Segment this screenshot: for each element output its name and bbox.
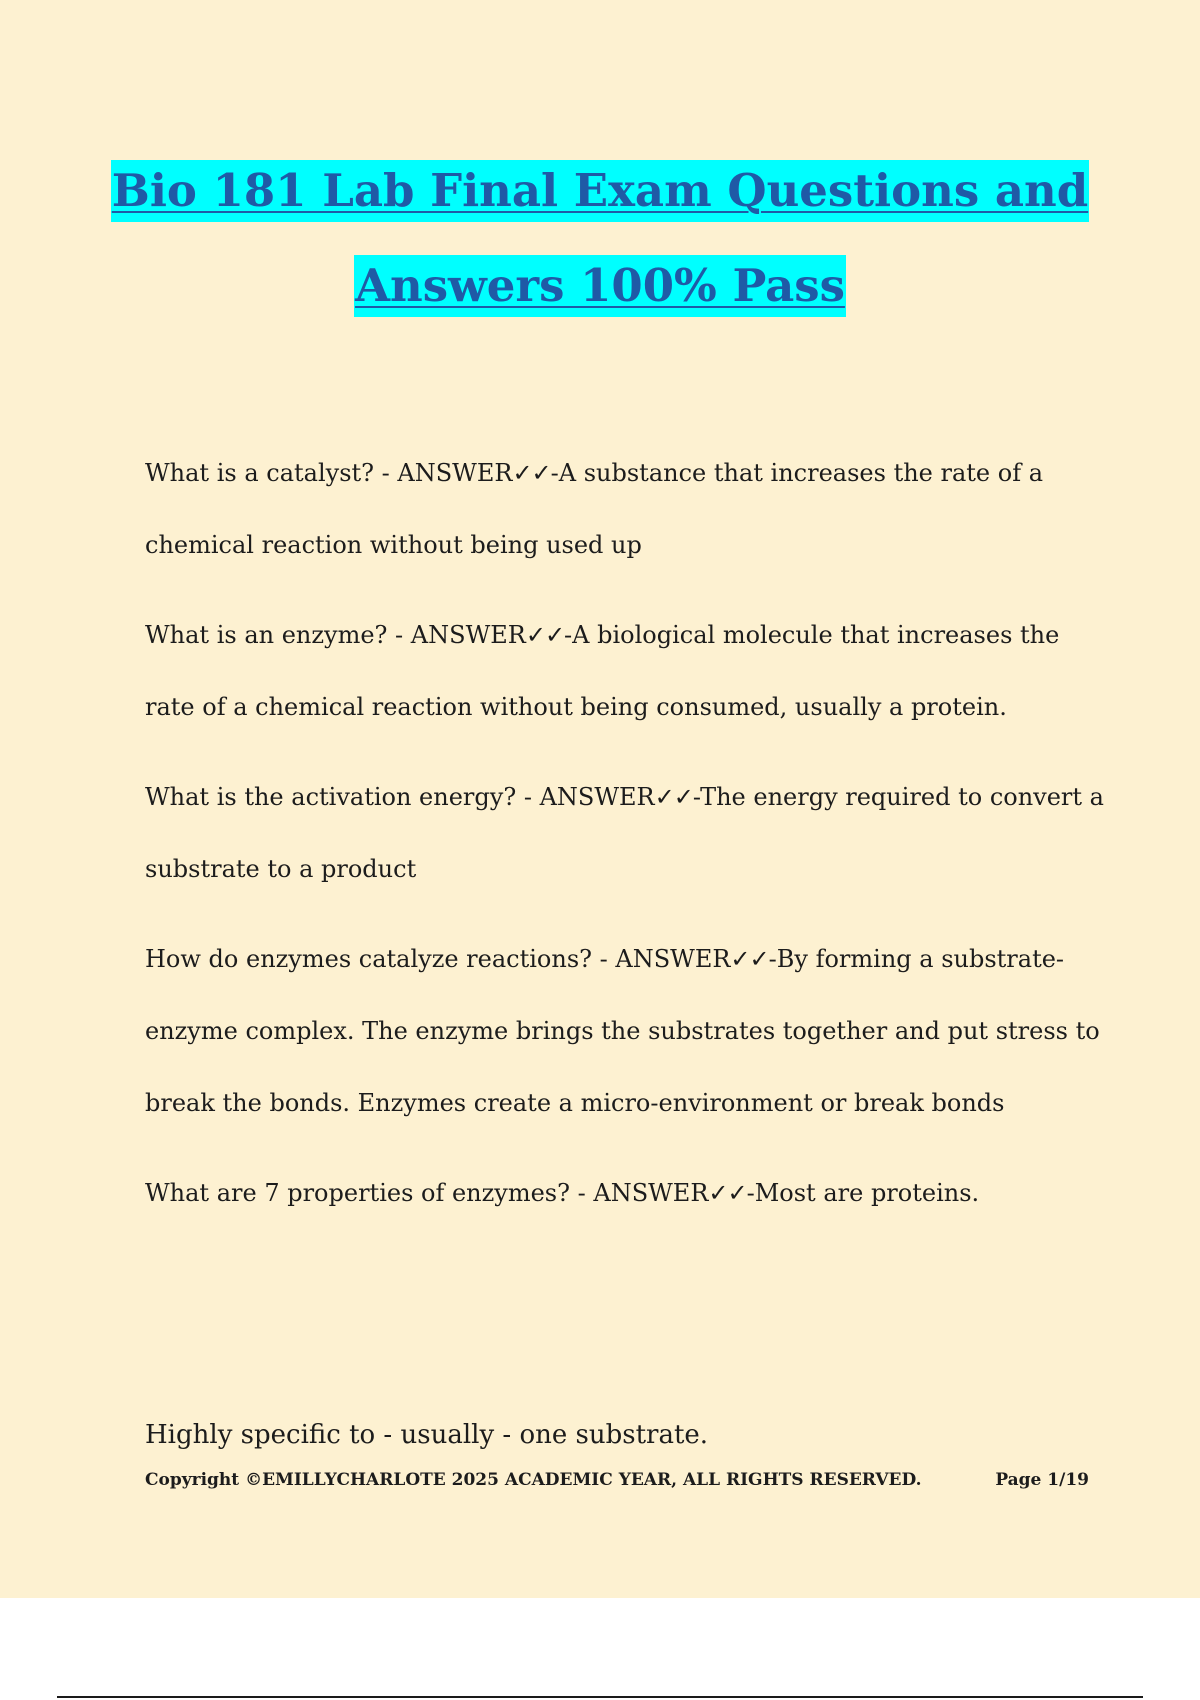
checkmark-icon: ✓✓ [654, 783, 693, 811]
qa-item-1 [145, 437, 1105, 581]
page-divider [57, 1696, 1143, 1698]
separator: - [569, 1179, 594, 1207]
answer-text: -The energy required to convert a substrate to a product [145, 783, 1104, 883]
separator: - [516, 783, 540, 811]
title-line-1: Bio 181 Lab Final Exam Questions and [111, 160, 1089, 222]
question-text: How do enzymes catalyze reactions? [145, 945, 593, 973]
answer-marker: ANSWER [593, 1179, 709, 1207]
answer-marker: ANSWER [615, 945, 731, 973]
qa-item-3 [145, 761, 1105, 905]
checkmark-icon: ✓✓ [708, 1179, 747, 1207]
checkmark-icon: ✓✓ [512, 459, 551, 487]
continuation-text: Highly specific to - usually - one substrate. [145, 1420, 709, 1450]
separator: - [374, 459, 398, 487]
qa-item-5 [145, 1157, 1105, 1229]
answer-text: -A biological molecule that increases the rate of a chemical reaction without being consumed, usually a protein. [145, 621, 1060, 721]
separator: - [592, 945, 616, 973]
separator: - [387, 621, 411, 649]
checkmark-icon: ✓✓ [730, 945, 769, 973]
answer-text: -Most are proteins. [746, 1179, 980, 1207]
question-text: What is an enzyme? [145, 621, 388, 649]
answer-text: -By forming a substrate-enzyme complex. The enzyme brings the substrates together and put stress to break the bonds. Enzymes create a micro-environment or break bonds [145, 945, 1100, 1117]
answer-marker: ANSWER [539, 783, 655, 811]
answer-marker: ANSWER [410, 621, 526, 649]
qa-item-2 [145, 599, 1105, 743]
question-text: What is the activation energy? [145, 783, 517, 811]
page-number: Page 1/19 [995, 1470, 1089, 1490]
document-title [0, 160, 1200, 317]
question-text: What are 7 properties of enzymes? [145, 1179, 570, 1207]
copyright-notice: Copyright ©EMILLYCHARLOTE 2025 ACADEMIC YEAR, ALL RIGHTS RESERVED. [145, 1470, 922, 1490]
qa-list [145, 437, 1105, 1247]
checkmark-icon: ✓✓ [525, 621, 565, 649]
title-line-2: Answers 100% Pass [354, 255, 846, 317]
qa-item-4 [145, 923, 1105, 1139]
answer-marker: ANSWER [397, 459, 513, 487]
question-text: What is a catalyst? [145, 459, 375, 487]
answer-text: -A substance that increases the rate of a chemical reaction without being used up [145, 459, 1044, 559]
